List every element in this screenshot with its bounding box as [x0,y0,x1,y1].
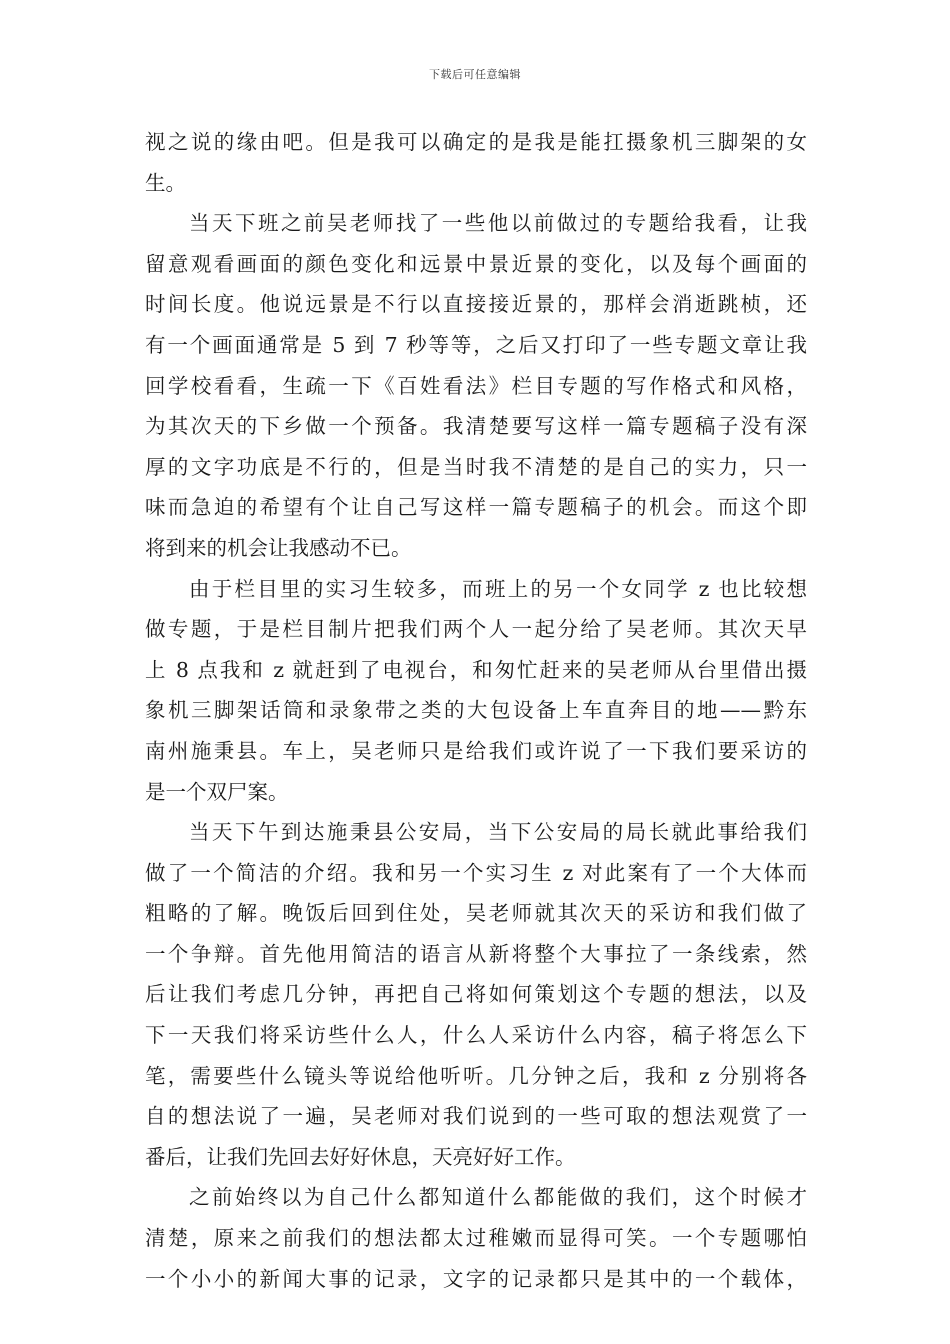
text-line: 后让我们考虑几分钟，再把自己将如何策划这个专题的想法，以及 [145,982,807,1007]
text-line: 是一个双尸案。 [145,779,289,804]
text-line: 自的想法说了一遍，吴老师对我们说到的一些可取的想法观赏了一 [145,1104,807,1129]
text-line: 笔，需要些什么镜头等说给他听听。几分钟之后，我和 z 分别将各 [145,1063,807,1088]
text-line: 上 8 点我和 z 就赶到了电视台，和匆忙赶来的吴老师从台里借出摄 [145,657,807,682]
text-line: 当天下班之前吴老师找了一些他以前做过的专题给我看，让我 [189,211,807,236]
text-line: 南州施秉县。车上，吴老师只是给我们或许说了一下我们要采访的 [145,738,807,763]
text-line: 由于栏目里的实习生较多，而班上的另一个女同学 z 也比较想 [189,576,807,601]
text-line: 生。 [145,170,186,195]
text-line: 厚的文字功底是不行的，但是当时我不清楚的是自己的实力，只一 [145,454,807,479]
text-line: 回学校看看，生疏一下《百姓看法》栏目专题的写作格式和风格， [145,373,807,398]
text-line: 下一天我们将采访些什么人，什么人采访什么内容，稿子将怎么下 [145,1023,807,1048]
page-header: 下载后可任意编辑 [429,68,521,81]
text-line: 清楚，原来之前我们的想法都太过稚嫩而显得可笑。一个专题哪怕 [145,1226,807,1251]
text-line: 味而急迫的希望有个让自己写这样一篇专题稿子的机会。而这个即 [145,495,807,520]
text-line: 将到来的机会让我感动不已。 [145,535,412,560]
text-line: 做了一个简洁的介绍。我和另一个实习生 z 对此案有了一个大体而 [145,860,807,885]
text-line: 粗略的了解。晚饭后回到住处，吴老师就其次天的采访和我们做了 [145,901,807,926]
text-line: 有一个画面通常是 5 到 7 秒等等，之后又打印了一些专题文章让我 [145,332,807,357]
text-line: 做专题，于是栏目制片把我们两个人一起分给了吴老师。其次天早 [145,617,807,642]
text-line: 番后，让我们先回去好好休息，天亮好好工作。 [145,1144,576,1169]
text-line: 当天下午到达施秉县公安局，当下公安局的局长就此事给我们 [189,820,807,845]
text-line: 留意观看画面的颜色变化和远景中景近景的变化，以及每个画面的 [145,251,807,276]
text-line: 为其次天的下乡做一个预备。我清楚要写这样一篇专题稿子没有深 [145,414,807,439]
text-line: 象机三脚架话筒和录象带之类的大包设备上车直奔目的地——黔东 [145,698,807,723]
text-line: 视之说的缘由吧。但是我可以确定的是我是能扛摄象机三脚架的女 [145,130,807,154]
body-text [145,122,807,1299]
text-line: 一个小小的新闻大事的记录，文字的记录都只是其中的一个载体， [145,1266,807,1291]
text-line: 一个争辩。首先他用简洁的语言从新将整个大事拉了一条线索，然 [145,941,807,966]
text-line: 时间长度。他说远景是不行以直接接近景的，那样会消逝跳桢，还 [145,292,807,317]
text-line: 之前始终以为自己什么都知道什么都能做的我们，这个时候才 [189,1185,807,1210]
